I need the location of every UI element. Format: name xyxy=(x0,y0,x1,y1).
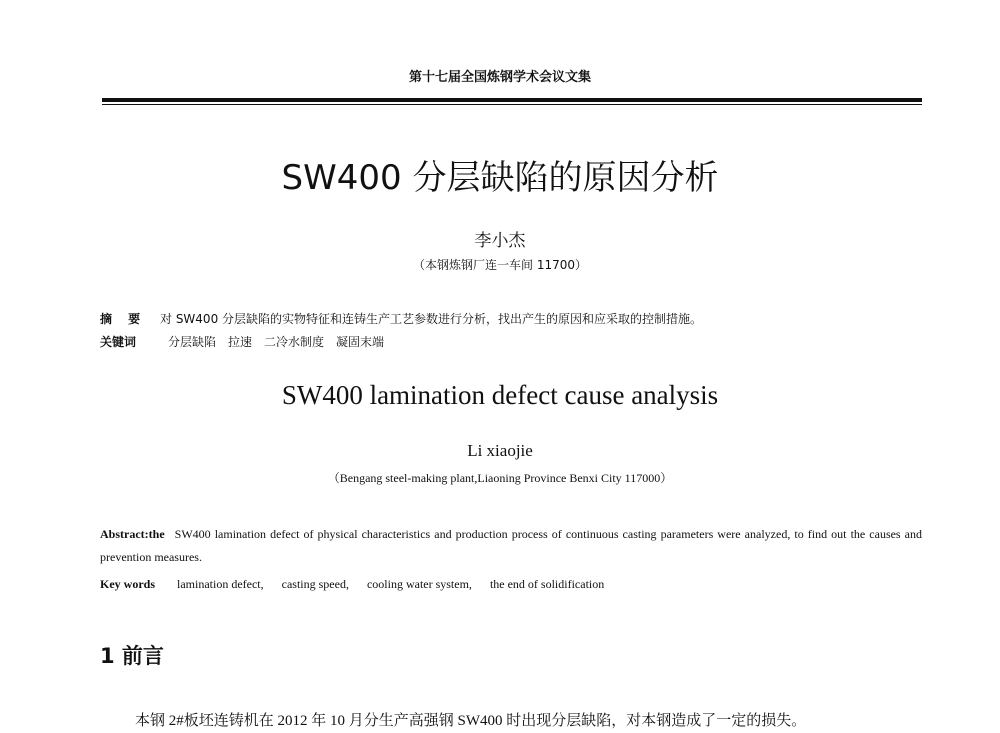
english-keyword: the end of solidification xyxy=(489,577,605,591)
english-keywords-label: Key words xyxy=(100,577,155,591)
english-keyword: lamination defect, xyxy=(177,577,264,591)
chinese-author: 李小杰 xyxy=(474,231,526,251)
english-keywords xyxy=(100,577,622,592)
english-abstract-label: Abstract:the xyxy=(100,527,165,541)
header-rule-thick xyxy=(102,98,922,102)
english-affiliation: （Bengang steel-making plant,Liaoning Province Benxi City 117000） xyxy=(327,471,673,485)
section-heading: 1 前言 xyxy=(100,644,164,668)
chinese-keyword: 分层缺陷 xyxy=(168,335,217,349)
intro-paragraph: 本钢 2#板坯连铸机在 2012 年 10 月分生产高强钢 SW400 时出现分层缺陷，对本钢造成了一定的损失。 xyxy=(135,713,807,729)
running-header: 第十七届全国炼钢学术会议文集 xyxy=(408,70,591,85)
chinese-abstract-text: 对 SW400 分层缺陷的实物特征和连铸生产工艺参数进行分析，找出产生的原因和应采取的控制措施。 xyxy=(160,312,703,326)
chinese-keyword: 凝固末端 xyxy=(336,335,385,349)
chinese-keyword: 二冷水制度 xyxy=(264,335,325,349)
chinese-keyword: 拉速 xyxy=(228,335,253,349)
chinese-keywords xyxy=(100,333,396,350)
english-abstract-text: SW400 lamination defect of physical characteristics and production process of continuous casting parameters were analyzed, to find out the causes and prevention measures. xyxy=(100,527,922,564)
chinese-abstract-label: 摘 要 xyxy=(100,312,147,326)
english-keyword: cooling water system, xyxy=(366,577,472,591)
chinese-abstract xyxy=(100,310,702,327)
english-author: Li xiaojie xyxy=(467,441,533,460)
header-rule-thin xyxy=(102,104,922,105)
english-abstract xyxy=(100,523,922,569)
chinese-keywords-label: 关键词 xyxy=(100,335,137,349)
english-title: SW400 lamination defect cause analysis xyxy=(281,380,719,410)
chinese-title: SW400 分层缺陷的原因分析 xyxy=(281,158,719,198)
english-keyword: casting speed, xyxy=(281,577,349,591)
chinese-affiliation: （本钢炼钢厂连一车间 11700） xyxy=(413,258,587,272)
